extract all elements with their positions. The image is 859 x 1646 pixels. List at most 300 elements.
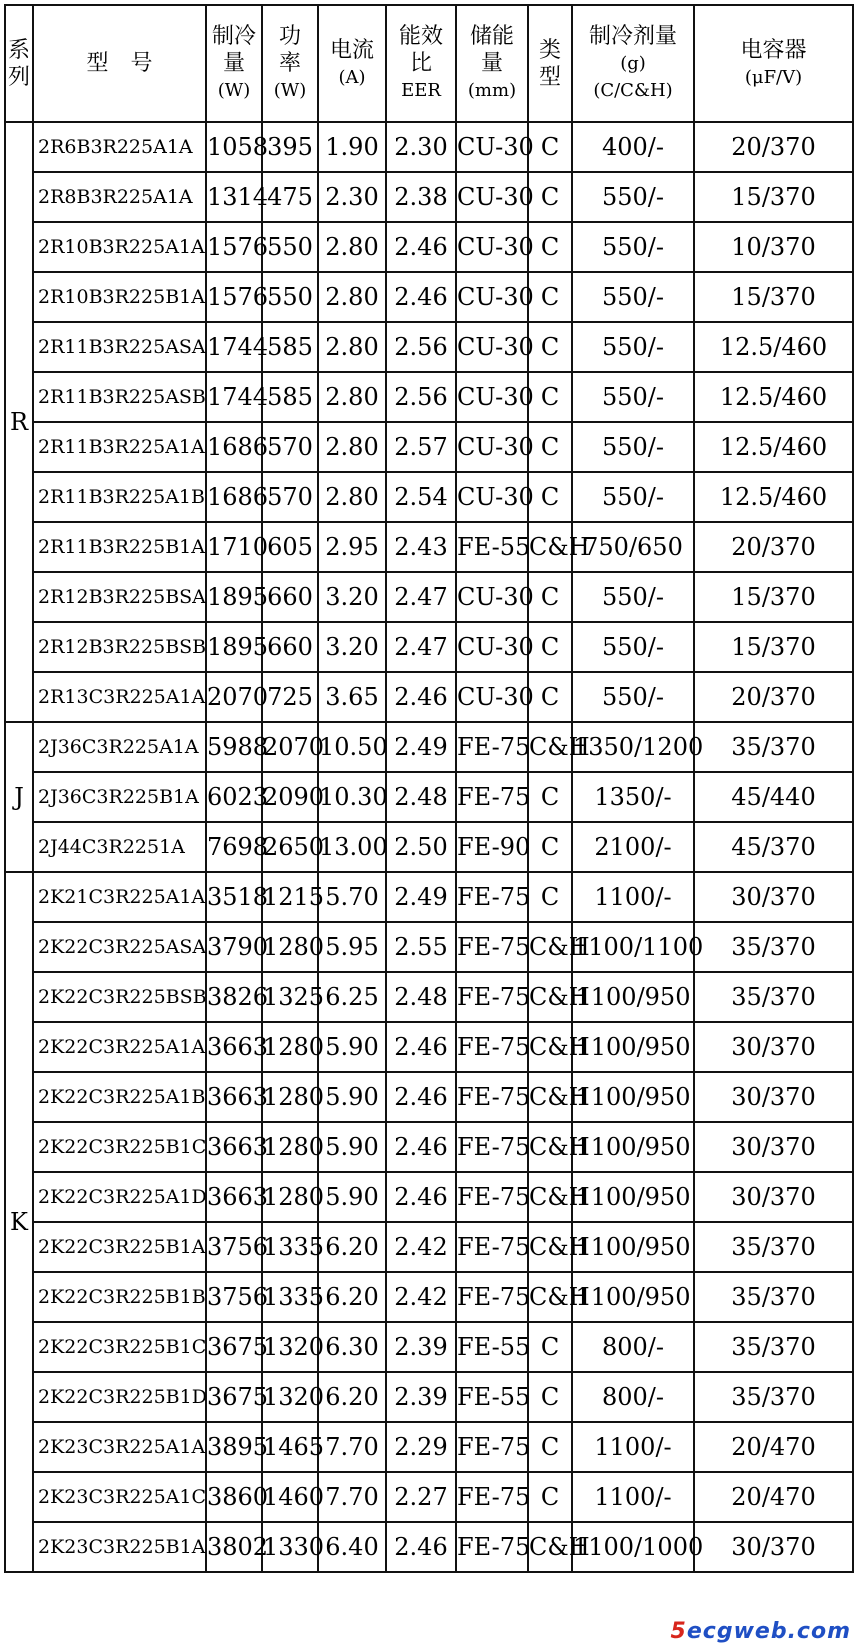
refrigerant-cell: 800/- xyxy=(572,1372,694,1422)
model-cell: 2R11B3R225ASA xyxy=(33,322,206,372)
type-cell: C xyxy=(528,422,572,472)
watermark-text: ecgweb.com xyxy=(686,1619,851,1644)
table-row xyxy=(5,872,853,922)
cooling-cell: 3675 xyxy=(206,1322,262,1372)
current-cell: 10.30 xyxy=(318,772,386,822)
refrigerant-cell: 1100/950 xyxy=(572,1122,694,1172)
type-cell: C xyxy=(528,772,572,822)
refrigerant-cell: 1100/950 xyxy=(572,1022,694,1072)
eer-cell: 2.48 xyxy=(386,972,456,1022)
type-cell: C xyxy=(528,572,572,622)
refrigerant-cell: 1100/950 xyxy=(572,1272,694,1322)
cooling-cell: 3895 xyxy=(206,1422,262,1472)
table-row xyxy=(5,372,853,422)
type-cell: C xyxy=(528,222,572,272)
header-row xyxy=(5,5,853,122)
refrigerant-cell: 1100/950 xyxy=(572,972,694,1022)
current-cell: 5.90 xyxy=(318,1072,386,1122)
power-cell: 1320 xyxy=(262,1372,318,1422)
capacitor-cell: 30/370 xyxy=(694,1172,853,1222)
header-refrigerant: 制冷剂量 (g) (C/C&H) xyxy=(572,5,694,122)
current-cell: 6.40 xyxy=(318,1522,386,1572)
type-cell: C xyxy=(528,272,572,322)
accumulator-cell: CU-30 xyxy=(456,572,528,622)
table-row xyxy=(5,1422,853,1472)
power-cell: 1280 xyxy=(262,1022,318,1072)
header-accumulator: 储能 量 (mm) xyxy=(456,5,528,122)
capacitor-cell: 45/370 xyxy=(694,822,853,872)
model-cell: 2R6B3R225A1A xyxy=(33,122,206,172)
capacitor-cell: 35/370 xyxy=(694,1372,853,1422)
power-cell: 1335 xyxy=(262,1222,318,1272)
table-row xyxy=(5,572,853,622)
capacitor-cell: 12.5/460 xyxy=(694,372,853,422)
capacitor-cell: 20/370 xyxy=(694,672,853,722)
model-cell: 2K22C3R225B1D xyxy=(33,1372,206,1422)
eer-cell: 2.49 xyxy=(386,722,456,772)
power-cell: 1460 xyxy=(262,1472,318,1522)
type-cell: C xyxy=(528,872,572,922)
accumulator-cell: FE-55 xyxy=(456,1372,528,1422)
type-cell: C xyxy=(528,1472,572,1522)
cooling-cell: 3663 xyxy=(206,1072,262,1122)
cooling-cell: 1058 xyxy=(206,122,262,172)
accumulator-cell: CU-30 xyxy=(456,222,528,272)
accumulator-cell: CU-30 xyxy=(456,422,528,472)
header-current: 电流 (A) xyxy=(318,5,386,122)
cooling-cell: 3675 xyxy=(206,1372,262,1422)
power-cell: 1280 xyxy=(262,922,318,972)
current-cell: 2.30 xyxy=(318,172,386,222)
cooling-cell: 3802 xyxy=(206,1522,262,1572)
model-cell: 2R11B3R225A1A xyxy=(33,422,206,472)
model-cell: 2R11B3R225A1B xyxy=(33,472,206,522)
current-cell: 7.70 xyxy=(318,1422,386,1472)
eer-cell: 2.49 xyxy=(386,872,456,922)
cooling-cell: 3860 xyxy=(206,1472,262,1522)
refrigerant-cell: 1100/- xyxy=(572,1472,694,1522)
capacitor-cell: 30/370 xyxy=(694,1522,853,1572)
header-model: 型 号 xyxy=(33,5,206,122)
refrigerant-cell: 750/650 xyxy=(572,522,694,572)
eer-cell: 2.55 xyxy=(386,922,456,972)
accumulator-cell: CU-30 xyxy=(456,272,528,322)
table-row xyxy=(5,1272,853,1322)
type-cell: C&H xyxy=(528,972,572,1022)
capacitor-cell: 15/370 xyxy=(694,622,853,672)
model-cell: 2J44C3R2251A xyxy=(33,822,206,872)
capacitor-cell: 45/440 xyxy=(694,772,853,822)
eer-cell: 2.42 xyxy=(386,1222,456,1272)
power-cell: 1280 xyxy=(262,1172,318,1222)
model-cell: 2R8B3R225A1A xyxy=(33,172,206,222)
refrigerant-cell: 550/- xyxy=(572,272,694,322)
table-row xyxy=(5,322,853,372)
accumulator-cell: FE-55 xyxy=(456,1322,528,1372)
current-cell: 6.25 xyxy=(318,972,386,1022)
eer-cell: 2.56 xyxy=(386,322,456,372)
current-cell: 2.80 xyxy=(318,272,386,322)
accumulator-cell: CU-30 xyxy=(456,472,528,522)
capacitor-cell: 30/370 xyxy=(694,872,853,922)
accumulator-cell: FE-75 xyxy=(456,972,528,1022)
refrigerant-cell: 1100/950 xyxy=(572,1072,694,1122)
accumulator-cell: FE-75 xyxy=(456,772,528,822)
table-row xyxy=(5,672,853,722)
model-cell: 2K23C3R225A1C xyxy=(33,1472,206,1522)
eer-cell: 2.46 xyxy=(386,1072,456,1122)
eer-cell: 2.46 xyxy=(386,1172,456,1222)
cooling-cell: 3663 xyxy=(206,1172,262,1222)
eer-cell: 2.47 xyxy=(386,572,456,622)
table-row xyxy=(5,122,853,172)
power-cell: 1280 xyxy=(262,1072,318,1122)
type-cell: C xyxy=(528,622,572,672)
current-cell: 6.30 xyxy=(318,1322,386,1372)
power-cell: 1325 xyxy=(262,972,318,1022)
accumulator-cell: FE-75 xyxy=(456,1022,528,1072)
current-cell: 2.80 xyxy=(318,372,386,422)
current-cell: 7.70 xyxy=(318,1472,386,1522)
cooling-cell: 3826 xyxy=(206,972,262,1022)
table-row xyxy=(5,272,853,322)
table-row xyxy=(5,822,853,872)
cooling-cell: 1895 xyxy=(206,622,262,672)
capacitor-cell: 30/370 xyxy=(694,1072,853,1122)
refrigerant-cell: 550/- xyxy=(572,322,694,372)
capacitor-cell: 15/370 xyxy=(694,572,853,622)
type-cell: C xyxy=(528,822,572,872)
capacitor-cell: 30/370 xyxy=(694,1022,853,1072)
accumulator-cell: FE-75 xyxy=(456,1072,528,1122)
type-cell: C xyxy=(528,1422,572,1472)
model-cell: 2K23C3R225B1A xyxy=(33,1522,206,1572)
cooling-cell: 1576 xyxy=(206,272,262,322)
type-cell: C&H xyxy=(528,1172,572,1222)
model-cell: 2K22C3R225B1A xyxy=(33,1222,206,1272)
model-cell: 2J36C3R225A1A xyxy=(33,722,206,772)
eer-cell: 2.27 xyxy=(386,1472,456,1522)
current-cell: 6.20 xyxy=(318,1222,386,1272)
table-row xyxy=(5,1222,853,1272)
capacitor-cell: 35/370 xyxy=(694,1222,853,1272)
capacitor-cell: 20/470 xyxy=(694,1472,853,1522)
current-cell: 3.65 xyxy=(318,672,386,722)
accumulator-cell: FE-75 xyxy=(456,1122,528,1172)
power-cell: 395 xyxy=(262,122,318,172)
cooling-cell: 1686 xyxy=(206,422,262,472)
type-cell: C xyxy=(528,122,572,172)
accumulator-cell: CU-30 xyxy=(456,672,528,722)
table-row xyxy=(5,1072,853,1122)
power-cell: 585 xyxy=(262,372,318,422)
power-cell: 725 xyxy=(262,672,318,722)
table-row xyxy=(5,1322,853,1372)
header-cooling: 制冷 量 (W) xyxy=(206,5,262,122)
table-row xyxy=(5,1472,853,1522)
accumulator-cell: CU-30 xyxy=(456,322,528,372)
cooling-cell: 6023 xyxy=(206,772,262,822)
capacitor-cell: 10/370 xyxy=(694,222,853,272)
accumulator-cell: CU-30 xyxy=(456,172,528,222)
capacitor-cell: 20/370 xyxy=(694,522,853,572)
capacitor-cell: 12.5/460 xyxy=(694,472,853,522)
accumulator-cell: FE-55 xyxy=(456,522,528,572)
refrigerant-cell: 1100/- xyxy=(572,872,694,922)
accumulator-cell: CU-30 xyxy=(456,622,528,672)
power-cell: 2070 xyxy=(262,722,318,772)
power-cell: 550 xyxy=(262,222,318,272)
model-cell: 2K22C3R225BSB xyxy=(33,972,206,1022)
power-cell: 605 xyxy=(262,522,318,572)
current-cell: 5.90 xyxy=(318,1122,386,1172)
model-cell: 2J36C3R225B1A xyxy=(33,772,206,822)
table-row xyxy=(5,1172,853,1222)
table-row xyxy=(5,972,853,1022)
power-cell: 585 xyxy=(262,322,318,372)
capacitor-cell: 15/370 xyxy=(694,272,853,322)
model-cell: 2K21C3R225A1A xyxy=(33,872,206,922)
model-cell: 2K23C3R225A1A xyxy=(33,1422,206,1472)
cooling-cell: 1576 xyxy=(206,222,262,272)
accumulator-cell: FE-90 xyxy=(456,822,528,872)
cooling-cell: 3663 xyxy=(206,1022,262,1072)
eer-cell: 2.30 xyxy=(386,122,456,172)
power-cell: 1215 xyxy=(262,872,318,922)
model-cell: 2K22C3R225B1C xyxy=(33,1122,206,1172)
refrigerant-cell: 550/- xyxy=(572,372,694,422)
type-cell: C&H xyxy=(528,1222,572,1272)
refrigerant-cell: 1350/- xyxy=(572,772,694,822)
model-cell: 2K22C3R225B1C xyxy=(33,1322,206,1372)
eer-cell: 2.54 xyxy=(386,472,456,522)
type-cell: C&H xyxy=(528,922,572,972)
table-row xyxy=(5,772,853,822)
power-cell: 1330 xyxy=(262,1522,318,1572)
cooling-cell: 1744 xyxy=(206,372,262,422)
current-cell: 5.90 xyxy=(318,1022,386,1072)
accumulator-cell: FE-75 xyxy=(456,1222,528,1272)
eer-cell: 2.42 xyxy=(386,1272,456,1322)
current-cell: 2.80 xyxy=(318,422,386,472)
current-cell: 1.90 xyxy=(318,122,386,172)
power-cell: 660 xyxy=(262,622,318,672)
accumulator-cell: FE-75 xyxy=(456,872,528,922)
refrigerant-cell: 550/- xyxy=(572,672,694,722)
cooling-cell: 2070 xyxy=(206,672,262,722)
type-cell: C&H xyxy=(528,522,572,572)
accumulator-cell: CU-30 xyxy=(456,122,528,172)
current-cell: 2.80 xyxy=(318,322,386,372)
current-cell: 3.20 xyxy=(318,622,386,672)
table-row xyxy=(5,1522,853,1572)
model-cell: 2R10B3R225A1A xyxy=(33,222,206,272)
cooling-cell: 1314 xyxy=(206,172,262,222)
capacitor-cell: 35/370 xyxy=(694,922,853,972)
capacitor-cell: 12.5/460 xyxy=(694,322,853,372)
power-cell: 1320 xyxy=(262,1322,318,1372)
type-cell: C&H xyxy=(528,1272,572,1322)
capacitor-cell: 35/370 xyxy=(694,722,853,772)
refrigerant-cell: 550/- xyxy=(572,622,694,672)
refrigerant-cell: 800/- xyxy=(572,1322,694,1372)
current-cell: 2.80 xyxy=(318,222,386,272)
cooling-cell: 1895 xyxy=(206,572,262,622)
refrigerant-cell: 400/- xyxy=(572,122,694,172)
type-cell: C xyxy=(528,1372,572,1422)
model-cell: 2R11B3R225ASB xyxy=(33,372,206,422)
refrigerant-cell: 550/- xyxy=(572,422,694,472)
refrigerant-cell: 1100/950 xyxy=(572,1172,694,1222)
refrigerant-cell: 550/- xyxy=(572,572,694,622)
model-cell: 2K22C3R225B1B xyxy=(33,1272,206,1322)
capacitor-cell: 20/370 xyxy=(694,122,853,172)
eer-cell: 2.56 xyxy=(386,372,456,422)
power-cell: 570 xyxy=(262,422,318,472)
capacitor-cell: 35/370 xyxy=(694,972,853,1022)
table-row xyxy=(5,722,853,772)
accumulator-cell: FE-75 xyxy=(456,922,528,972)
eer-cell: 2.47 xyxy=(386,622,456,672)
series-cell: J xyxy=(5,722,33,872)
table-row xyxy=(5,222,853,272)
eer-cell: 2.38 xyxy=(386,172,456,222)
current-cell: 5.95 xyxy=(318,922,386,972)
power-cell: 570 xyxy=(262,472,318,522)
model-cell: 2K22C3R225A1B xyxy=(33,1072,206,1122)
power-cell: 2650 xyxy=(262,822,318,872)
series-cell: K xyxy=(5,872,33,1572)
eer-cell: 2.46 xyxy=(386,1522,456,1572)
cooling-cell: 3518 xyxy=(206,872,262,922)
eer-cell: 2.46 xyxy=(386,1022,456,1072)
cooling-cell: 3663 xyxy=(206,1122,262,1172)
current-cell: 6.20 xyxy=(318,1272,386,1322)
model-cell: 2R13C3R225A1A xyxy=(33,672,206,722)
table-row xyxy=(5,1372,853,1422)
eer-cell: 2.46 xyxy=(386,1122,456,1172)
model-cell: 2R12B3R225BSA xyxy=(33,572,206,622)
header-power: 功 率 (W) xyxy=(262,5,318,122)
refrigerant-cell: 550/- xyxy=(572,222,694,272)
capacitor-cell: 12.5/460 xyxy=(694,422,853,472)
type-cell: C&H xyxy=(528,1072,572,1122)
current-cell: 3.20 xyxy=(318,572,386,622)
header-series: 系 列 xyxy=(5,5,33,122)
type-cell: C&H xyxy=(528,722,572,772)
cooling-cell: 3756 xyxy=(206,1272,262,1322)
refrigerant-cell: 550/- xyxy=(572,472,694,522)
table-row xyxy=(5,522,853,572)
refrigerant-cell: 1100/1100 xyxy=(572,922,694,972)
cooling-cell: 5988 xyxy=(206,722,262,772)
refrigerant-cell: 1100/1000 xyxy=(572,1522,694,1572)
current-cell: 13.00 xyxy=(318,822,386,872)
header-type: 类 型 xyxy=(528,5,572,122)
power-cell: 1465 xyxy=(262,1422,318,1472)
eer-cell: 2.48 xyxy=(386,772,456,822)
power-cell: 550 xyxy=(262,272,318,322)
current-cell: 5.90 xyxy=(318,1172,386,1222)
watermark-number: 5 xyxy=(670,1619,687,1644)
refrigerant-cell: 1100/- xyxy=(572,1422,694,1472)
current-cell: 10.50 xyxy=(318,722,386,772)
cooling-cell: 1710 xyxy=(206,522,262,572)
power-cell: 2090 xyxy=(262,772,318,822)
accumulator-cell: FE-75 xyxy=(456,1172,528,1222)
cooling-cell: 3756 xyxy=(206,1222,262,1272)
capacitor-cell: 20/470 xyxy=(694,1422,853,1472)
model-cell: 2K22C3R225A1A xyxy=(33,1022,206,1072)
current-cell: 2.95 xyxy=(318,522,386,572)
refrigerant-cell: 1100/950 xyxy=(572,1222,694,1272)
type-cell: C xyxy=(528,372,572,422)
table-row xyxy=(5,1122,853,1172)
accumulator-cell: FE-75 xyxy=(456,1422,528,1472)
eer-cell: 2.46 xyxy=(386,222,456,272)
table-row xyxy=(5,1022,853,1072)
eer-cell: 2.50 xyxy=(386,822,456,872)
model-cell: 2R12B3R225BSB xyxy=(33,622,206,672)
accumulator-cell: FE-75 xyxy=(456,1522,528,1572)
capacitor-cell: 30/370 xyxy=(694,1122,853,1172)
model-cell: 2R10B3R225B1A xyxy=(33,272,206,322)
type-cell: C xyxy=(528,172,572,222)
type-cell: C xyxy=(528,1322,572,1372)
power-cell: 1335 xyxy=(262,1272,318,1322)
capacitor-cell: 35/370 xyxy=(694,1322,853,1372)
refrigerant-cell: 550/- xyxy=(572,172,694,222)
model-cell: 2K22C3R225A1D xyxy=(33,1172,206,1222)
eer-cell: 2.39 xyxy=(386,1372,456,1422)
eer-cell: 2.46 xyxy=(386,672,456,722)
site-watermark xyxy=(671,1619,851,1644)
table-row xyxy=(5,472,853,522)
refrigerant-cell: 2100/- xyxy=(572,822,694,872)
table-row xyxy=(5,922,853,972)
header-capacitor: 电容器 (μF/V) xyxy=(694,5,853,122)
power-cell: 660 xyxy=(262,572,318,622)
type-cell: C xyxy=(528,322,572,372)
power-cell: 475 xyxy=(262,172,318,222)
compressor-spec-table xyxy=(4,4,854,1573)
header-eer: 能效 比 EER xyxy=(386,5,456,122)
capacitor-cell: 35/370 xyxy=(694,1272,853,1322)
table-body xyxy=(5,122,853,1572)
accumulator-cell: FE-75 xyxy=(456,1272,528,1322)
cooling-cell: 1744 xyxy=(206,322,262,372)
table-row xyxy=(5,622,853,672)
type-cell: C&H xyxy=(528,1522,572,1572)
capacitor-cell: 15/370 xyxy=(694,172,853,222)
type-cell: C&H xyxy=(528,1122,572,1172)
series-cell: R xyxy=(5,122,33,722)
current-cell: 6.20 xyxy=(318,1372,386,1422)
refrigerant-cell: 1350/1200 xyxy=(572,722,694,772)
table-row xyxy=(5,172,853,222)
power-cell: 1280 xyxy=(262,1122,318,1172)
cooling-cell: 1686 xyxy=(206,472,262,522)
eer-cell: 2.39 xyxy=(386,1322,456,1372)
type-cell: C xyxy=(528,672,572,722)
type-cell: C xyxy=(528,472,572,522)
cooling-cell: 3790 xyxy=(206,922,262,972)
model-cell: 2K22C3R225ASA xyxy=(33,922,206,972)
eer-cell: 2.43 xyxy=(386,522,456,572)
model-cell: 2R11B3R225B1A xyxy=(33,522,206,572)
eer-cell: 2.29 xyxy=(386,1422,456,1472)
eer-cell: 2.57 xyxy=(386,422,456,472)
